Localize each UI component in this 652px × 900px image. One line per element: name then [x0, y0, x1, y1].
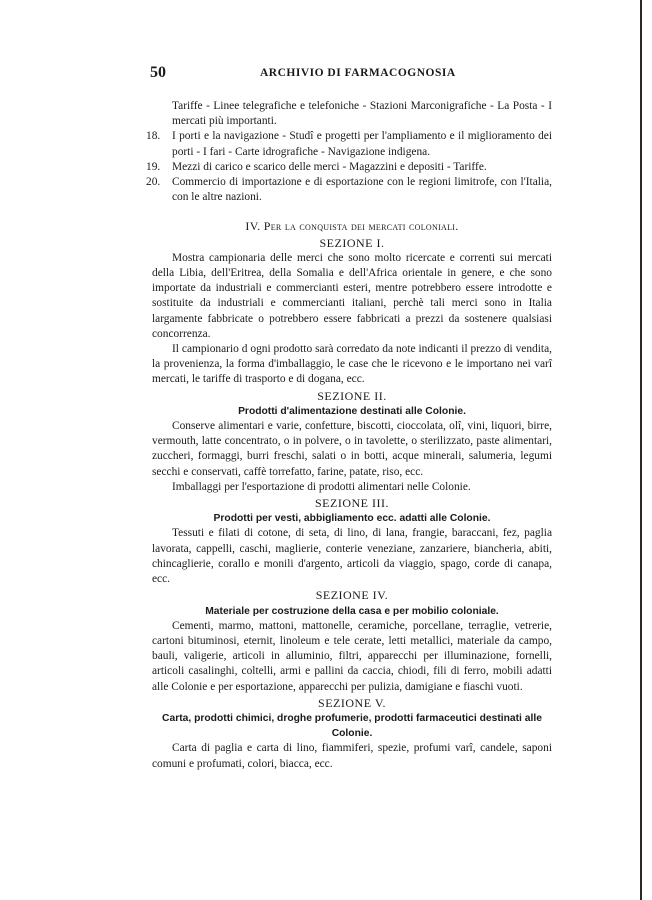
section-subtitle: Prodotti per vesti, abbigliamento ecc. adatti alle Colonie. [213, 513, 491, 525]
section-subtitle: Prodotti d'alimentazione destinati alle Colonie. [238, 405, 466, 417]
running-header [150, 64, 545, 86]
list-item-number: 19. [146, 160, 161, 173]
running-title: ARCHIVIO DI FARMACOGNOSIA [260, 67, 456, 79]
list-item [146, 129, 552, 159]
list-item-number: 20. [146, 176, 161, 189]
paragraph: Il campionario d ogni prodotto sarà corredato da note indicanti il prezzo di vendita, la provenienza, la forma d'imballaggio, le case che le ricevono e le importano nei varî mercati, le tariffe di trasporto e di dogana, ecc. [152, 343, 552, 386]
section-subtitle: Carta, prodotti chimici, droghe profumerie, prodotti farmaceutici destinati alle Colonie. [162, 712, 542, 740]
list-item-text: Mezzi di carico e scarico delle merci - Magazzini e depositi - Tariffe. [172, 160, 487, 173]
section-5 [152, 696, 552, 772]
section-title: SEZIONE IV. [315, 588, 389, 603]
list-item-text: Tariffe - Linee telegrafiche e telefoniche - Stazioni Marconigrafiche - La Posta - I mercati più importanti. [172, 100, 552, 128]
paragraph: Carta di paglia e carta di lino, fiammiferi, spezie, profumi varî, candele, saponi comuni e profumati, colori, biacca, ecc. [152, 742, 552, 770]
paragraph: Imballaggi per l'esportazione di prodotti alimentari nelle Colonie. [172, 480, 471, 493]
section-title: SEZIONE V. [318, 695, 386, 710]
numbered-list [146, 99, 552, 205]
list-item [146, 160, 552, 175]
section-title: SEZIONE III. [315, 496, 389, 511]
list-item-number: 18. [146, 130, 161, 143]
section-1 [152, 236, 552, 388]
list-item [152, 99, 552, 129]
paragraph: Cementi, marmo, mattoni, mattonelle, ceramiche, porcellane, terraglie, vetrerie, cartoni bituminosi, eternit, linoleum e tele cerate, letti metallici, materiale da campo, bauli, valigerie, articoli in alluminio, filtri, apparecchi per illuminazione, fornelli, articoli casalinghi, coltelli, armi e pallini da caccia, chiodi, fili di ferro, mobili adatti alle Colonie e per esportazione, apparecchi per pulizia, damigiane e fiaschi vuoti. [152, 619, 552, 693]
page-edge-line [640, 0, 642, 900]
page-number: 50 [150, 64, 166, 81]
paragraph: Mostra campionaria delle merci che sono molto ricercate e correnti sui mercati della Libia, dell'Eritrea, della Somalia e dell'Africa orientale in genere, e che sono importate da industriali e commercianti esteri, mentre potrebbero essere introdotte e sostituite da industriali e commercianti italiani, perchè tali merci sono in Italia largamente fabbricate o potrebbero essere fabbricati a prezzi da sostenere qualsiasi concorrenza. [152, 251, 552, 340]
list-item [146, 175, 552, 205]
list-item-text: I porti e la navigazione - Studî e progetti per l'ampliamento e il miglioramento dei porti - I fari - Carte idrografiche - Navigazione indigena. [172, 130, 552, 158]
section-3 [152, 496, 552, 587]
section-title: SEZIONE II. [317, 388, 387, 403]
list-item-text: Commercio di importazione e di esportazione con le regioni limitrofe, con l'Italia, con le altre nazioni. [172, 176, 552, 204]
section-2 [152, 389, 552, 495]
paragraph: Tessuti e filati di cotone, di seta, di lino, di lana, frangie, baraccani, fez, paglia lavorata, cappelli, caschi, maglierie, conterie veneziane, zanzariere, biancheria, abiti, chincaglierie, corallo e monili d'argento, articoli da viaggio, spago, corde di canapa, ecc. [152, 527, 552, 586]
body-text [146, 99, 552, 772]
chapter-title: IV. Per la conquista dei mercati coloniali. [245, 219, 459, 234]
section-4 [152, 588, 552, 694]
section-title: SEZIONE I. [319, 235, 385, 250]
section-subtitle: Materiale per costruzione della casa e per mobilio coloniale. [205, 605, 499, 617]
paragraph: Conserve alimentari e varie, confetture, biscotti, cioccolata, olî, vini, liquori, birre, vermouth, latte concentrato, o in polvere, o in tavolette, o sterilizzato, paste alimentari, zuccheri, formaggi, burri freschi, salati o in botti, acque minerali, salumeria, legumi secchi e conservati, caffè torrefatto, farine, patate, riso, ecc. [152, 420, 552, 478]
